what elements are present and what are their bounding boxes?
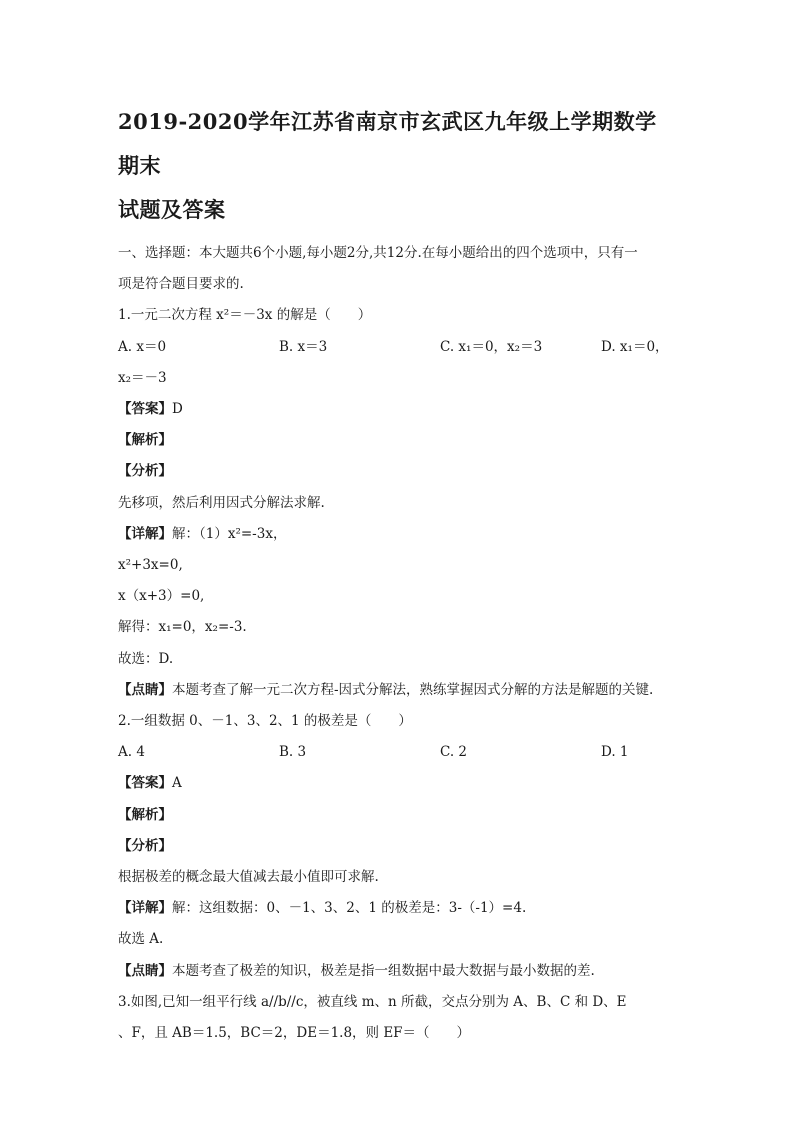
q1-option-d-cont: x₂＝－3 <box>118 369 167 386</box>
q3-line2: 、F，且 AB＝1.5，BC＝2，DE＝1.8，则 EF＝（ ） <box>118 1025 471 1042</box>
q1-stem: 1.一元二次方程 x²＝－3x 的解是（ ） <box>118 307 372 324</box>
q2-options <box>118 737 676 768</box>
q2-comment <box>118 956 676 987</box>
q1-detail1-text: 解：（1）x²=-3x， <box>172 525 287 542</box>
q1-comment-text: 本题考查了解一元二次方程-因式分解法，熟练掌握因式分解的方法是解题的关键. <box>172 681 654 698</box>
section-1 <box>118 238 676 300</box>
q1-detail-tag: 【详解】 <box>118 525 172 542</box>
q1-options <box>118 332 676 363</box>
q1-comment <box>118 675 676 706</box>
q1-fenxi: 先移项，然后利用因式分解法求解. <box>118 494 325 511</box>
q2-detail1 <box>118 893 676 924</box>
q1-comment-tag: 【点睛】 <box>118 681 172 698</box>
q2-comment-text: 本题考查了极差的知识，极差是指一组数据中最大数据与最小数据的差. <box>172 962 595 979</box>
q2-answer <box>118 768 676 799</box>
q2-option-d: D. 1 <box>601 744 629 761</box>
q2-option-a: A. 4 <box>118 744 145 761</box>
q1-fenxi-tag: 【分析】 <box>118 463 172 480</box>
q2-answer-value: A <box>172 775 182 792</box>
q2-detail2: 故选 A. <box>118 931 164 948</box>
doc-title-line1: 2019-2020学年江苏省南京市玄武区九年级上学期数学期末 <box>118 109 657 178</box>
q2-stem: 2.一组数据 0、－1、3、2、1 的极差是（ ） <box>118 713 412 730</box>
q3-line1: 3.如图,已知一组平行线 a//b//c，被直线 m、n 所截，交点分别为 A、B、C 和 D、E <box>118 993 627 1010</box>
q2-option-b: B. 3 <box>279 744 307 761</box>
q1-option-c: C. x₁＝0，x₂＝3 <box>440 338 543 355</box>
q2-fenxi-tag: 【分析】 <box>118 837 172 854</box>
doc-title-line2: 试题及答案 <box>118 197 226 222</box>
q1-detail2: x²+3x=0, <box>118 557 183 574</box>
q1-detail1 <box>118 519 676 550</box>
q1-option-a: A. x＝0 <box>118 338 167 355</box>
section1-line1: 一、选择题：本大题共6个小题,每小题2分,共12分.在每小题给出的四个选项中，只有一 <box>118 245 638 261</box>
q1-detail3: x（x+3）=0, <box>118 588 205 605</box>
q2-analysis-tag: 【解析】 <box>118 806 172 823</box>
q2-fenxi: 根据极差的概念最大值减去最小值即可求解. <box>118 869 379 886</box>
q2-comment-tag: 【点睛】 <box>118 962 172 979</box>
q1-answer-tag: 【答案】 <box>118 401 172 418</box>
q1-answer-value: D <box>172 401 183 418</box>
q1-option-b: B. x＝3 <box>279 338 328 355</box>
section1-line2: 项是符合题目要求的. <box>118 276 244 293</box>
q1-detail5: 故选：D. <box>118 650 174 667</box>
q2-detail-tag: 【详解】 <box>118 900 172 917</box>
q1-answer <box>118 394 676 425</box>
q1-option-d: D. x₁＝0， <box>601 338 669 355</box>
q2-option-c: C. 2 <box>440 744 468 761</box>
q2-detail1-text: 解：这组数据：0、－1、3、2、1 的极差是：3-（-1）=4. <box>172 900 527 917</box>
q2-answer-tag: 【答案】 <box>118 775 172 792</box>
q1-analysis-tag: 【解析】 <box>118 432 172 449</box>
q1-detail4: 解得：x₁=0，x₂=-3. <box>118 619 247 636</box>
